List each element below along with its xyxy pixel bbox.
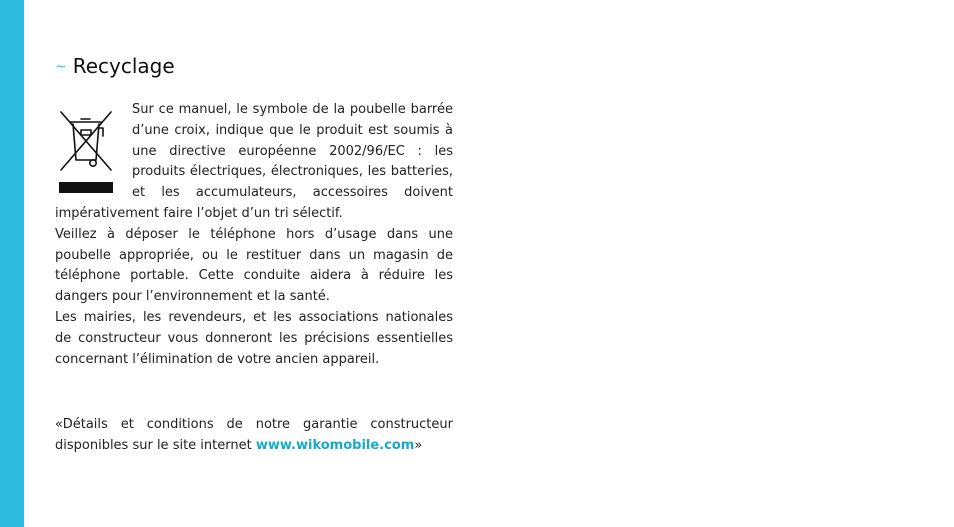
title-tilde: ~ [55,59,67,75]
title-text: Recyclage [72,54,175,78]
wiko-website-link[interactable]: www.wikomobile.com [255,438,415,454]
page-content [55,52,453,470]
paragraph-text: Sur ce manuel, le symbole de la poubelle barrée d’une croix, indique que le produit est soumis à une directive européenne 2002/96/EC : les produits électriques, électroniques, les batteries, et les accumulateurs, accessoires doivent impérativement faire l’objet d’un tri sélectif. [55,102,453,221]
side-accent-bar [0,0,24,527]
warranty-text: «Détails et conditions de notre garantie constructeur disponibles sur le site internet [55,417,453,454]
section-title [55,52,453,81]
warranty-note [55,415,453,457]
recycling-paragraph-3: Les mairies, les revendeurs, et les associations nationales de constructeur vous donneront les précisions essentielles concernant l’élimination de votre ancien appareil. [55,309,453,367]
warranty-closing-quote: » [414,438,423,454]
crossed-out-wheelie-bin-icon [55,106,117,196]
recycling-paragraph-1 [55,100,453,225]
recycling-paragraph-2: Veillez à déposer le téléphone hors d’usage dans une poubelle appropriée, ou le restituer dans un magasin de téléphone portable. Cette conduite aidera à réduire les dangers pour l’environnement et la santé. [55,226,453,305]
